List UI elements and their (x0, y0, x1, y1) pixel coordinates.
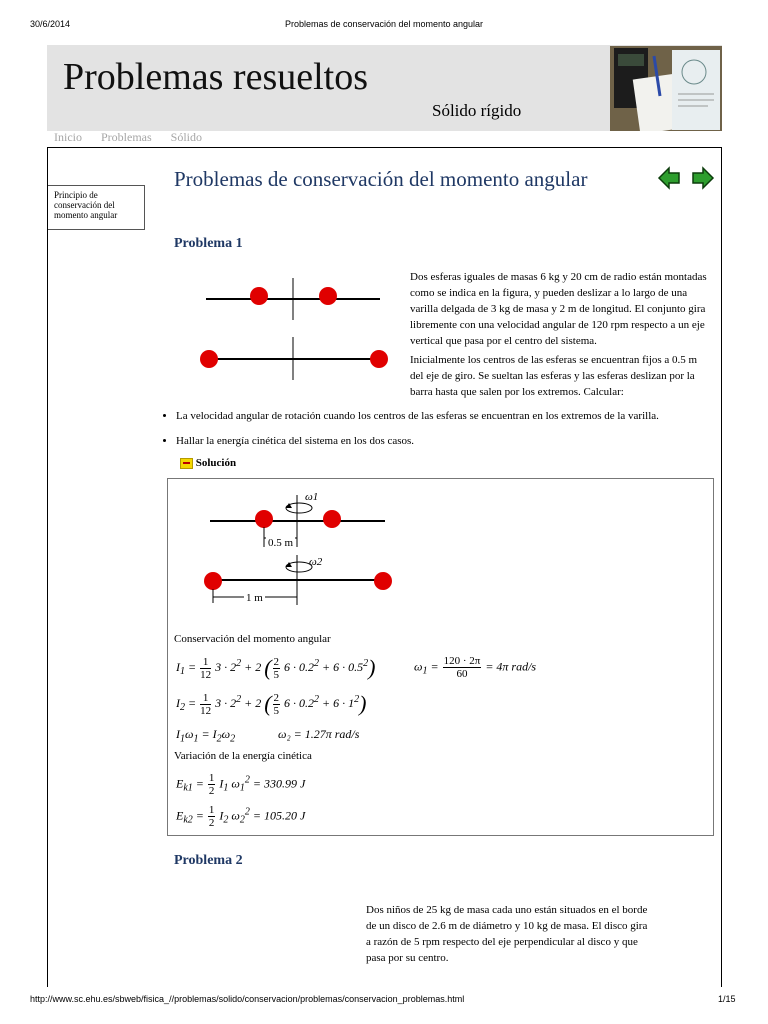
eq-Ek2: $E_{k2}$ = $\frac{1}{2}$ $I_2$ $\omega_2^2 = 105.20$ J (176, 804, 306, 829)
eq-Ek1: $E_{k1}$ = $\frac{1}{2}$ $I_1$ $\omega_1^2 = 330.99$ J (176, 772, 306, 797)
nav-problemas[interactable]: Problemas (101, 130, 152, 144)
eq-I2: $I_2$ = $\frac{1}{12}$ $3 \cdot 2^2 + 2$ ( $\frac{2}{5}$ $6 \cdot 0.2^2 + 6 \cdot 1^2$) (176, 691, 367, 717)
conservation-label: Conservación del momento angular (174, 633, 331, 645)
site-subtitle: Sólido rígido (432, 101, 522, 120)
omega1-label: ω1 (305, 491, 319, 503)
print-date: 30/6/2014 (30, 19, 71, 29)
banner-photo (610, 46, 722, 131)
nav-solido[interactable]: Sólido (170, 130, 203, 144)
print-title: Problemas de conservación del momento angular (284, 19, 484, 29)
dim-05m: 0.5 m (268, 537, 294, 549)
print-page: 1/15 (718, 994, 736, 1004)
omega2-result: ω₂ = 1.27π rad/s (278, 727, 360, 741)
print-url: http://www.sc.ehu.es/sbweb/fisica_//problemas/solido/conservacion/problemas/conservacion_problemas.html (30, 994, 465, 1004)
ek2-result: = 105.20 J (252, 808, 306, 823)
problem1-figure (195, 275, 395, 385)
list-item: • La velocidad angular de rotación cuando los centros de las esferas se encuentran en los extremos de la varilla. (176, 408, 720, 424)
nav-inicio[interactable]: Inicio (54, 130, 82, 144)
top-nav (54, 130, 218, 145)
eq-I1: $I_1$ = $\frac{1}{12}$ $3 \cdot 2^2 + 2$ ( $\frac{2}{5}$ $6 \cdot 0.2^2 + 6 \cdot 0.5^2$) (176, 655, 376, 681)
problem2-text: Dos niños de 25 kg de masa cada uno están situados en el borde de un disco de 2.6 m de diámetro y 10 kg de masa. El disco gira a razón de 5 rpm respecto del eje perpendicular al disco y que pasa por su centro. (366, 904, 648, 964)
eq-momentum: $I_1\omega_1 = I_2\omega_2$ (176, 727, 236, 745)
sidebar-link[interactable]: Principio de conservación del momento angular (48, 185, 145, 230)
collapse-icon (180, 458, 193, 469)
next-page-button[interactable] (691, 166, 715, 195)
problem1-heading: Problema 1 (174, 236, 243, 251)
energy-label: Variación de la energía cinética (174, 750, 312, 762)
arrow-right-icon (691, 166, 715, 190)
solution-toggle[interactable] (180, 457, 236, 469)
omega1-result: = 4π rad/s (485, 659, 537, 674)
problem1-text-2: Inicialmente los centros de las esferas se encuentran fijos a 0.5 m del eje de giro. Se sueltan las esferas y las esferas deslizan por la barra hasta que salen por los extremos. Calcular: (410, 354, 698, 398)
page-title: Problemas de conservación del momento angular (174, 167, 588, 191)
frame-left-rule (47, 147, 48, 987)
frame-right-rule (721, 147, 722, 987)
solution-label: Solución (195, 457, 237, 469)
omega2-label: ω2 (309, 556, 323, 568)
ek1-result: = 330.99 J (252, 776, 306, 791)
list-item: • Hallar la energía cinética del sistema en los dos casos. (176, 433, 720, 449)
problem2-heading: Problema 2 (174, 853, 243, 868)
frame-top-rule (47, 147, 722, 148)
dim-1m: 1 m (246, 592, 263, 604)
problem1-text-1: Dos esferas iguales de masas 6 kg y 20 cm de radio están montadas como se indica en la figura, y pueden deslizar a lo largo de una varilla delgada de 3 kg de masa y 2 m de longitud. El conjunto gira libremente con una velocidad angular de 120 rpm respecto a un eje vertical que pasa por el centro del sistema. (410, 271, 707, 347)
prev-page-button[interactable] (657, 166, 681, 195)
eq-omega1: $\omega_1$ = $\frac{120 \cdot 2\pi}{60}$ = 4π rad/s (414, 655, 537, 680)
problem1-bullets (160, 408, 720, 458)
site-title: Problemas resueltos (63, 56, 369, 98)
arrow-left-icon (657, 166, 681, 190)
